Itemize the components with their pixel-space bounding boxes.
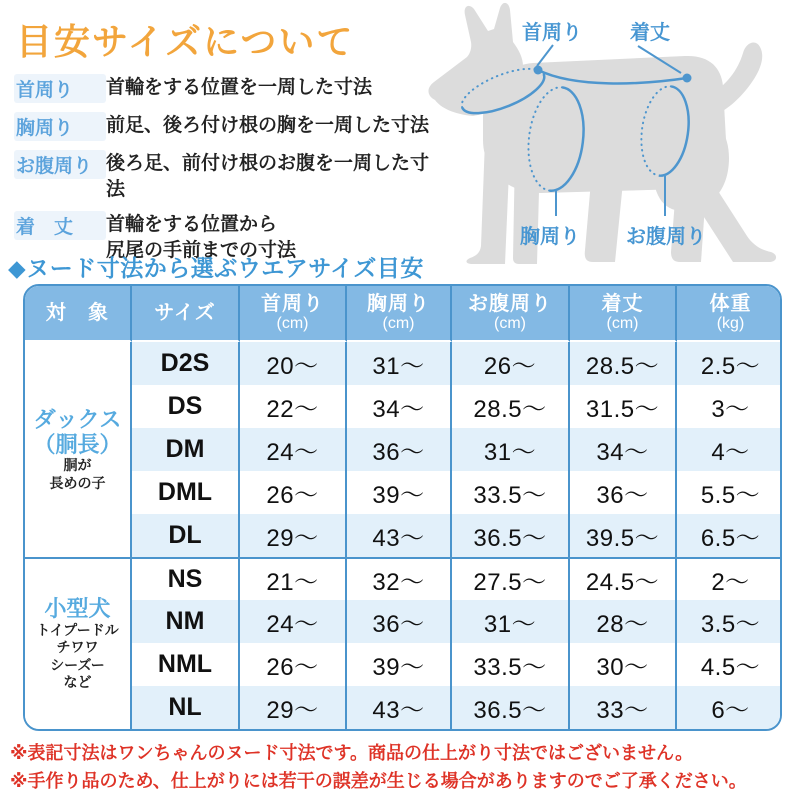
- weight-value-cell: 5.5〜: [700, 482, 761, 509]
- group-label: ダックス: [33, 406, 122, 432]
- header-unit: (cm): [494, 315, 526, 333]
- page-title: 目安サイズについて: [16, 21, 355, 62]
- group-sublabel: トイプードル: [36, 621, 119, 638]
- header-neck: [240, 286, 347, 342]
- footnote: ※表記寸法はワンちゃんのヌード寸法です。商品の仕上がり寸法ではございません。: [10, 743, 694, 763]
- neck-value-cell: 22〜: [240, 385, 347, 428]
- weight-value-cell: 6〜: [677, 686, 782, 729]
- weight-value-cell: 3〜: [711, 396, 750, 423]
- belly-value-cell: 31〜: [452, 600, 570, 643]
- weight-value-cell: 6.5〜: [677, 514, 782, 557]
- belly-value-cell: 36.5〜: [452, 686, 570, 729]
- header-label: 首周り: [261, 293, 324, 316]
- table-row: [25, 342, 782, 385]
- header-weight: [677, 286, 782, 342]
- header-unit: (kg): [716, 315, 745, 333]
- header-label: サイズ: [154, 302, 216, 324]
- header-label: 着丈: [601, 293, 644, 316]
- dog-diagram-svg: [425, 0, 800, 265]
- footnotes: [10, 740, 747, 796]
- diagram-neck-label: 首周り: [522, 22, 582, 44]
- legend-definition-line: 首輪をする位置から: [106, 214, 278, 236]
- table-row: [25, 428, 782, 471]
- legend-term: お腹周り: [14, 150, 106, 179]
- neck-value-cell: 24〜: [240, 428, 347, 471]
- measurement-legend: [14, 74, 434, 273]
- chest-value-cell: 31〜: [347, 342, 452, 385]
- belly-value-cell: 31〜: [452, 428, 570, 471]
- belly-value-cell: 33.5〜: [452, 471, 570, 514]
- chest-value-cell: 43〜: [347, 686, 452, 729]
- size-cell: NS: [132, 557, 240, 600]
- dog-silhouette: [428, 3, 776, 264]
- legend-definition: 後ろ足、前付け根のお腹を一周した寸法: [106, 153, 430, 200]
- legend-row-neck: [14, 74, 434, 103]
- header-unit: (cm): [606, 315, 639, 333]
- size-table-body: [25, 342, 782, 729]
- length-value-cell: 33〜: [570, 686, 677, 729]
- size-table: [23, 284, 782, 731]
- belly-value-cell: 26〜: [452, 342, 570, 385]
- legend-definition: 首輪をする位置を一周した寸法: [106, 77, 373, 98]
- header-chest: [347, 286, 452, 342]
- table-row: [25, 643, 782, 686]
- chest-value-cell: 39〜: [347, 471, 452, 514]
- legend-term: 首周り: [14, 74, 106, 103]
- length-value-cell: 24.5〜: [570, 557, 677, 600]
- table-row: [25, 385, 782, 428]
- length-value-cell: 34〜: [570, 428, 677, 471]
- size-cell: DM: [132, 428, 240, 471]
- table-header-row: [25, 286, 782, 342]
- neck-value-cell: 21〜: [240, 557, 347, 600]
- size-cell: DS: [132, 385, 240, 428]
- header-label: お腹周り: [468, 293, 552, 316]
- weight-value-cell: 2.5〜: [677, 342, 782, 385]
- length-value-cell: 30〜: [570, 643, 677, 686]
- group-sublabel: シーズー: [50, 656, 105, 673]
- size-cell: D2S: [132, 342, 240, 385]
- group-label: （胴長）: [33, 432, 122, 457]
- length-line-start-dot: [534, 66, 543, 75]
- header-size: [132, 286, 240, 342]
- size-cell: NM: [132, 600, 240, 643]
- chest-value-cell: 39〜: [347, 643, 452, 686]
- header-length: [570, 286, 677, 342]
- group-cell: [25, 557, 132, 729]
- group-label: 小型犬: [44, 596, 111, 622]
- header-target: [25, 286, 132, 342]
- header-label: 対 象: [46, 302, 109, 324]
- diagram-chest-label: 胸周り: [520, 226, 580, 248]
- chest-value-cell: 32〜: [347, 557, 452, 600]
- table-row: [25, 600, 782, 643]
- header-belly: [452, 286, 570, 342]
- diagram-length-label: 着丈: [630, 22, 670, 44]
- dog-measurement-diagram: [425, 0, 800, 265]
- belly-value-cell: 28.5〜: [452, 385, 570, 428]
- header-unit: (cm): [276, 315, 309, 333]
- weight-value-cell: 3.5〜: [677, 600, 782, 643]
- legend-row-belly: [14, 150, 434, 202]
- length-line-end-dot: [683, 74, 692, 83]
- header-label: 胸周り: [367, 293, 430, 316]
- length-value-cell: 28.5〜: [570, 342, 677, 385]
- footnote: ※手作り品のため、仕上がりには若干の誤差が生じる場合がありますのでご了承ください。: [10, 770, 747, 791]
- diagram-belly-label: お腹周り: [626, 226, 706, 248]
- header-unit: (cm): [382, 315, 415, 333]
- chest-value-cell: 36〜: [347, 600, 452, 643]
- belly-value-cell: 27.5〜: [452, 557, 570, 600]
- length-value-cell: 28〜: [570, 600, 677, 643]
- neck-value-cell: 29〜: [240, 514, 347, 557]
- chest-value-cell: 34〜: [347, 385, 452, 428]
- neck-value-cell: 29〜: [240, 686, 347, 729]
- table-row: [25, 471, 782, 514]
- table-row: [25, 557, 782, 600]
- weight-value-cell: 4〜: [677, 428, 782, 471]
- size-cell: DL: [132, 514, 240, 557]
- size-cell: NML: [132, 643, 240, 686]
- neck-value-cell: 26〜: [240, 643, 347, 686]
- group-sublabel: チワワ: [56, 639, 99, 656]
- chest-value-cell: 36〜: [347, 428, 452, 471]
- chest-value-cell: 43〜: [347, 514, 452, 557]
- section-heading: ◆ヌード寸法から選ぶウエアサイズ目安: [8, 255, 424, 281]
- size-cell: NL: [132, 686, 240, 729]
- table-row: [25, 686, 782, 729]
- length-value-cell: 36〜: [570, 471, 677, 514]
- legend-term: 着 丈: [14, 211, 106, 240]
- neck-value-cell: 24〜: [240, 600, 347, 643]
- belly-value-cell: 36.5〜: [452, 514, 570, 557]
- group-sublabel: 胴が: [63, 457, 92, 474]
- group-sublabel: 長めの子: [49, 474, 106, 491]
- length-value-cell: 31.5〜: [570, 385, 677, 428]
- weight-value-cell: 2〜: [677, 557, 782, 600]
- dog-front-leg: [466, 140, 510, 264]
- neck-value-cell: 26〜: [240, 471, 347, 514]
- group-sublabel: など: [63, 674, 92, 691]
- legend-term: 胸周り: [14, 112, 106, 141]
- weight-value-cell: 4.5〜: [700, 654, 761, 681]
- legend-definition-line: 尻尾の手前までの寸法: [106, 239, 297, 261]
- legend-definition: 前足、後ろ付け根の胸を一周した寸法: [106, 115, 430, 136]
- legend-row-chest: [14, 112, 434, 141]
- size-cell: DML: [132, 471, 240, 514]
- neck-value-cell: 20〜: [240, 342, 347, 385]
- header-label: 体重: [709, 293, 752, 316]
- length-value-cell: 39.5〜: [570, 514, 677, 557]
- group-cell: [25, 342, 132, 557]
- belly-value-cell: 33.5〜: [452, 643, 570, 686]
- table-row: [25, 514, 782, 557]
